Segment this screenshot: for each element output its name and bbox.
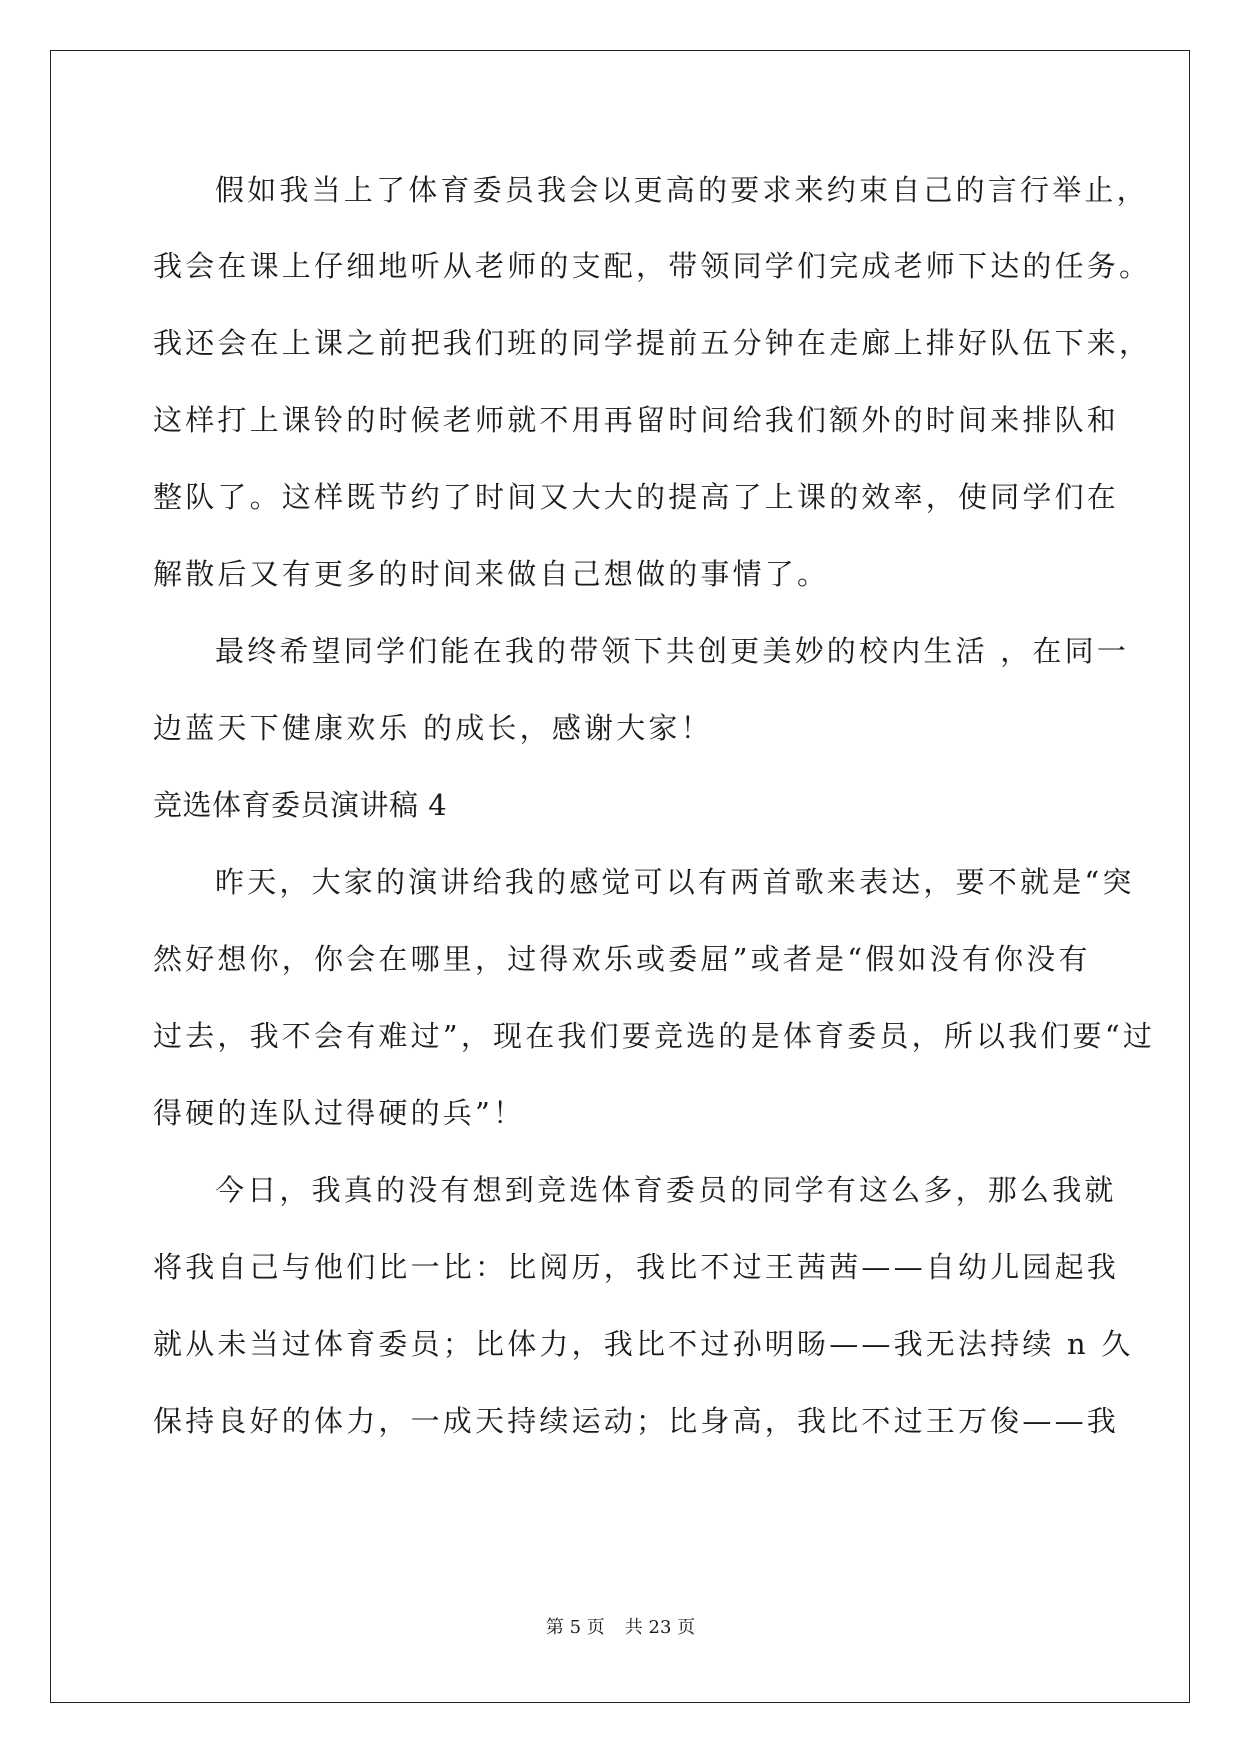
paragraph-line: 假如我当上了体育委员我会以更高的要求来约束自己的言行举止， [215,173,1149,207]
paragraph-line: 我会在课上仔细地听从老师的支配，带领同学们完成老师下达的任务。 [153,249,1152,283]
paragraph-line: 保持良好的体力，一成天持续运动；比身高，我比不过王万俊——我 [153,1404,1120,1438]
paragraph-line: 这样打上课铃的时候老师就不用再留时间给我们额外的时间来排队和 [153,403,1120,437]
paragraph-line: 就从未当过体育委员；比体力，我比不过孙明旸——我无法持续 n 久 [153,1327,1134,1361]
paragraph-line: 我还会在上课之前把我们班的同学提前五分钟在走廊上排好队伍下来， [153,326,1152,360]
page-total: 共 23 页 [624,1617,696,1638]
paragraph-line: 最终希望同学们能在我的带领下共创更美妙的校内生活 ，在同一 [215,634,1130,668]
paragraph-line: 边蓝天下健康欢乐 的成长，感谢大家！ [153,711,713,745]
paragraph-line: 然好想你，你会在哪里，过得欢乐或委屈”或者是“假如没有你没有 [153,942,1091,976]
paragraph-line: 解散后又有更多的时间来做自己想做的事情了。 [153,557,830,591]
paragraph-line: 今日，我真的没有想到竞选体育委员的同学有这么多，那么我就 [215,1173,1117,1207]
paragraph-line: 将我自己与他们比一比：比阅历，我比不过王茜茜——自幼儿园起我 [153,1250,1120,1284]
paragraph-line: 得硬的连队过得硬的兵”！ [153,1096,526,1130]
section-heading: 竞选体育委员演讲稿 4 [153,788,448,822]
paragraph-line: 昨天，大家的演讲给我的感觉可以有两首歌来表达，要不就是“突 [215,865,1135,899]
paragraph-line: 整队了。这样既节约了时间又大大的提高了上课的效率，使同学们在 [153,480,1120,514]
page-number: 第 5 页 [545,1617,605,1638]
page-footer [0,1617,1241,1639]
paragraph-line: 过去，我不会有难过”，现在我们要竞选的是体育委员，所以我们要“过 [153,1019,1156,1053]
